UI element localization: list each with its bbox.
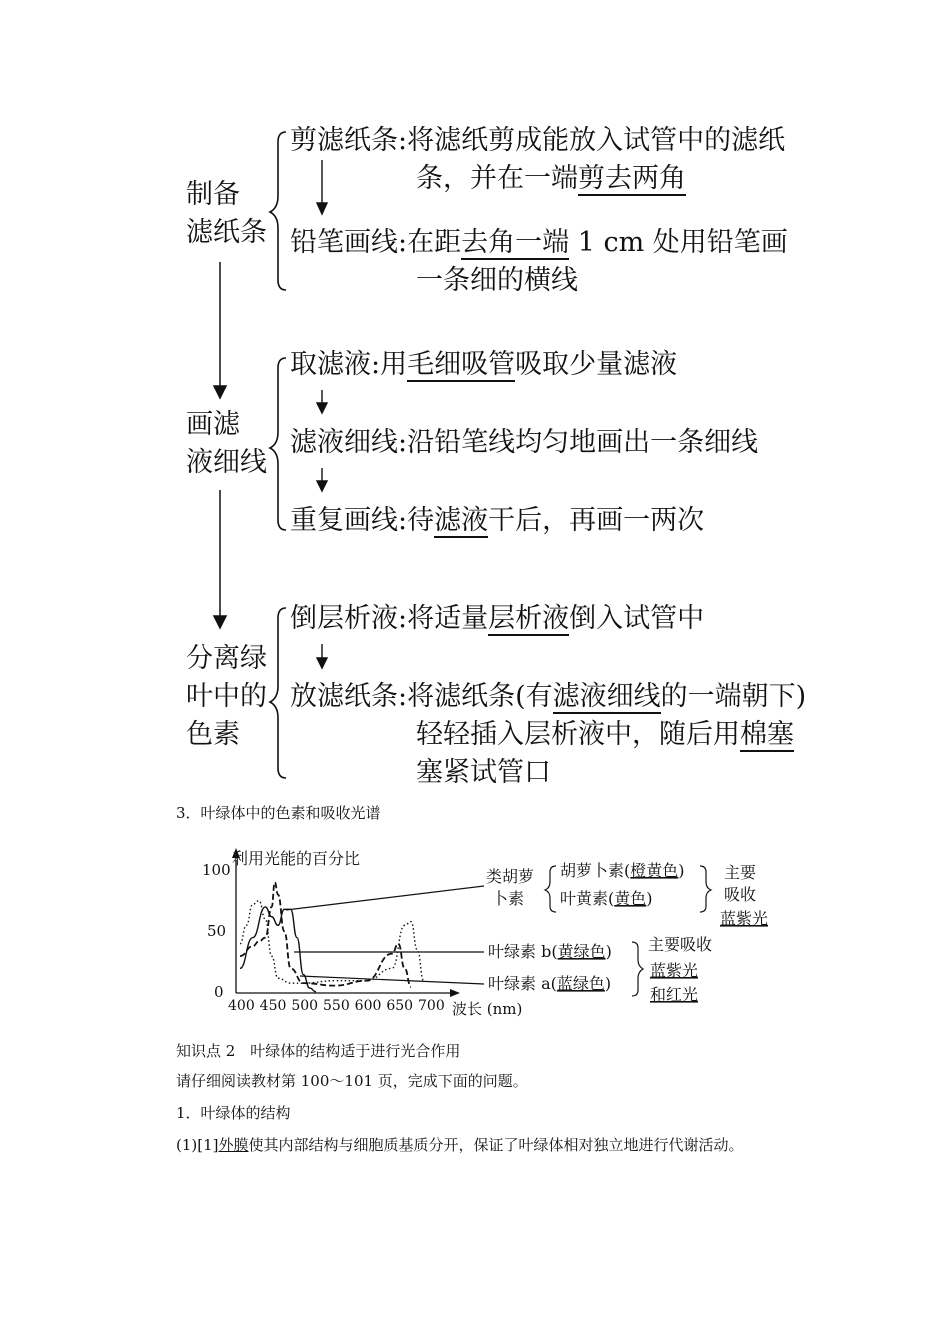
- step-name: 铅笔画线: [290, 227, 398, 258]
- stage1-label: 制备 滤纸条: [186, 179, 267, 248]
- series-line-dotted: [240, 901, 424, 983]
- carotenoid-absorb: 主要: [724, 863, 757, 882]
- brace-carotenoid-absorb: [700, 866, 711, 912]
- carotenoid-absorb-answer: 蓝紫光: [720, 909, 769, 928]
- leader-chl-a: [300, 976, 484, 984]
- leader-carotenoid: [286, 886, 484, 910]
- answer-blank: 外膜: [218, 1136, 249, 1154]
- curves: [240, 882, 424, 991]
- step-name: 放滤纸条: [290, 681, 398, 712]
- stage3-step2-cont2: 塞紧试管口: [416, 757, 551, 788]
- section3-title: 3．叶绿体中的色素和吸收光谱: [176, 804, 381, 822]
- step-name: 倒层析液: [290, 603, 398, 634]
- arrow-stage2-to-stage3: [214, 490, 226, 628]
- step-name: 剪滤纸条: [290, 125, 398, 156]
- step-text: 将滤纸剪成能放入试管中的滤纸: [407, 125, 786, 156]
- answer-blank: 层析液: [488, 603, 570, 634]
- stage1-step1: 剪滤纸条:将滤纸剪成能放入试管中的滤纸: [290, 125, 786, 156]
- brace-stage3: [270, 608, 286, 778]
- stage3-step2-cont1: 轻轻插入层析液中，随后用棉塞: [416, 719, 794, 750]
- answer-blank: 去角一端: [461, 227, 570, 258]
- chlorophyll-absorb: 主要吸收: [648, 935, 713, 954]
- arrow-stage3-inner: [317, 644, 327, 668]
- knowledge-point-heading: 知识点 2 叶绿体的结构适于进行光合作用: [176, 1042, 461, 1060]
- arrow-stage2-inner-1: [317, 390, 327, 413]
- x-tick-label: 550: [323, 998, 350, 1014]
- subsection-heading: 1．叶绿体的结构: [176, 1104, 291, 1122]
- x-axis-arrow: [450, 989, 460, 997]
- carotenoid-label: 类胡萝: [486, 867, 535, 886]
- stage2-step1: 取滤液:用毛细吸管吸取少量滤液: [290, 349, 678, 380]
- step-name: 滤液细线: [290, 427, 398, 458]
- chl-a-label: 叶绿素 a(蓝绿色): [488, 974, 612, 993]
- x-tick-label: 450: [259, 998, 287, 1014]
- brace-stage2: [270, 358, 286, 530]
- chart-axes: [236, 860, 452, 993]
- stage2-step3: 重复画线:待滤液干后，再画一两次: [290, 505, 705, 536]
- absorption-spectrum-chart: [0, 830, 950, 1030]
- item-1: (1)[1]外膜使其内部结构与细胞质基质分开，保证了叶绿体相对独立地进行代谢活动。: [176, 1136, 744, 1154]
- step-name: 取滤液: [290, 349, 371, 380]
- x-axis-label: 波长 (nm): [452, 1000, 523, 1018]
- x-tick-label: 600: [354, 998, 382, 1014]
- leader-lines: [286, 886, 484, 984]
- stage1-step2: 铅笔画线:在距去角一端 1 cm 处用铅笔画: [290, 227, 788, 258]
- stage3-step1: 倒层析液:将适量层析液倒入试管中: [290, 603, 705, 634]
- brace-stage1: [270, 132, 286, 290]
- x-tick-label: 400: [228, 998, 255, 1014]
- x-tick-labels: [228, 998, 445, 1014]
- carotenoid-label: 卜素: [492, 889, 525, 908]
- answer-blank: 滤液细线: [552, 681, 661, 712]
- y-tick-label: 100: [202, 861, 231, 879]
- carotene-label: 胡萝卜素(橙黄色): [560, 861, 685, 880]
- y-tick-label: 50: [207, 922, 227, 940]
- step-name: 重复画线: [290, 505, 398, 536]
- x-tick-label: 700: [418, 998, 445, 1014]
- x-tick-label: 500: [291, 998, 319, 1014]
- answer-blank: 棉塞: [740, 719, 794, 750]
- arrow-stage2-inner-2: [317, 468, 327, 491]
- reading-instruction: 请仔细阅读教材第 100～101 页，完成下面的问题。: [176, 1072, 528, 1090]
- answer-blank: 剪去两角: [578, 163, 686, 194]
- chlorophyll-absorb-answer: 蓝紫光: [650, 961, 699, 980]
- stage1-step1-cont: 条，并在一端剪去两角: [416, 163, 686, 194]
- brace-chlorophyll: [632, 942, 643, 996]
- brace-carotenoids: [545, 866, 556, 912]
- stage3-step2: 放滤纸条:将滤纸条(有滤液细线的一端朝下): [290, 681, 807, 712]
- carotenoid-absorb: 吸收: [724, 885, 757, 904]
- y-axis-label: 利用光能的百分比: [232, 849, 361, 868]
- stage2-label: 画滤 液细线: [186, 409, 267, 478]
- xanthophyll-label: 叶黄素(黄色): [560, 889, 653, 908]
- chl-b-label: 叶绿素 b(黄绿色): [488, 942, 612, 961]
- answer-blank: 毛细吸管: [407, 349, 516, 380]
- arrow-stage1-to-stage2: [214, 262, 226, 398]
- series-line-solid: [240, 907, 316, 992]
- stage2-step2: 滤液细线:沿铅笔线均匀地画出一条细线: [290, 427, 759, 458]
- stage3-label: 分离绿 叶中的 色素: [186, 643, 267, 750]
- x-tick-label: 650: [386, 998, 414, 1014]
- arrow-stage1-inner: [317, 160, 327, 214]
- y-tick-label: 0: [214, 983, 224, 1001]
- stage1-step2-cont: 一条细的横线: [416, 265, 578, 296]
- answer-blank: 滤液: [434, 505, 489, 536]
- chlorophyll-absorb-answer: 和红光: [650, 985, 699, 1004]
